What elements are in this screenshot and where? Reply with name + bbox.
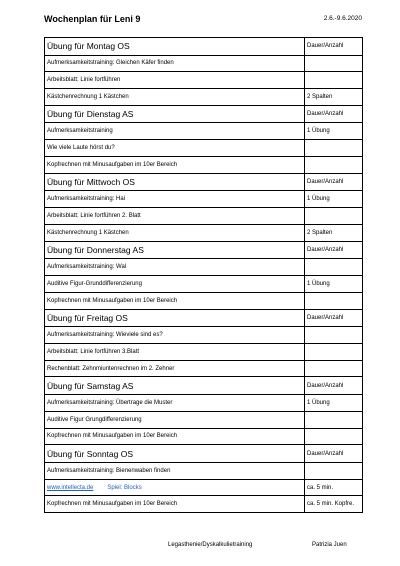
task-row	[45, 462, 363, 479]
task-text: Kästchenrechnung 1 Kästchen	[45, 224, 305, 241]
weekly-plan-table	[44, 37, 363, 513]
page-header	[44, 14, 362, 28]
task-amount	[305, 327, 363, 344]
task-row	[45, 191, 363, 208]
task-text: Aufmerksamkeitstraining	[45, 123, 305, 140]
task-text: Aufmerksamkeitstraining: Gleichen Käfer finden	[45, 55, 305, 72]
task-row	[45, 327, 363, 344]
task-amount	[305, 411, 363, 428]
task-text: Kopfrechnen mit Minusaufgaben im 10er Bereich	[45, 496, 305, 513]
task-link-cell	[45, 479, 305, 496]
day-header-row	[45, 445, 363, 463]
task-text: Rechenblatt: Zehnmiuntenrechnen im 2. Zehner	[45, 360, 305, 377]
task-text: Arbeitsblatt: Linie fortführen 2. Blatt	[45, 208, 305, 225]
day-title: Übung für Montag OS	[45, 38, 305, 56]
duration-header: Dauer/Anzahl	[305, 241, 363, 259]
task-amount: 2 Spalten	[305, 89, 363, 106]
task-amount	[305, 292, 363, 309]
day-title: Übung für Donnerstag AS	[45, 241, 305, 259]
task-amount	[305, 360, 363, 377]
day-title: Übung für Sonntag OS	[45, 445, 305, 463]
task-amount	[305, 259, 363, 276]
task-row	[45, 140, 363, 157]
task-amount	[305, 55, 363, 72]
task-row	[45, 411, 363, 428]
task-amount	[305, 343, 363, 360]
task-amount: ca. 5 min. Kopfre.	[305, 496, 363, 513]
task-amount: 1 Übung	[305, 394, 363, 411]
duration-header: Dauer/Anzahl	[305, 173, 363, 191]
game-label: Spiel: Blocks	[107, 484, 142, 491]
task-row	[45, 156, 363, 173]
task-text: Auditive Figur Grungdifferenzierung	[45, 411, 305, 428]
task-amount	[305, 462, 363, 479]
task-text: Aufmerksamkeitstraining: Übertrage die Muster	[45, 394, 305, 411]
task-row	[45, 343, 363, 360]
task-amount	[305, 156, 363, 173]
task-row	[45, 275, 363, 292]
task-row	[45, 259, 363, 276]
website-link[interactable]: www.intellecta.de	[47, 484, 94, 491]
task-row	[45, 224, 363, 241]
task-text: Aufmerksamkeitstraining: Bienenwaben finden	[45, 462, 305, 479]
task-text: Kästchenrechnung 1 Kästchen	[45, 89, 305, 106]
task-amount	[305, 428, 363, 445]
duration-header: Dauer/Anzahl	[305, 309, 363, 327]
duration-header: Dauer/Anzahl	[305, 377, 363, 395]
day-header-row	[45, 173, 363, 191]
duration-header: Dauer/Anzahl	[305, 445, 363, 463]
task-text: Wie viele Laute hörst du?	[45, 140, 305, 157]
task-amount: 2 Spalten	[305, 224, 363, 241]
footer-author: Patrizia Juen	[312, 542, 347, 548]
task-row	[45, 428, 363, 445]
footer-subject: Legasthenie/Dyskalkulietraining	[168, 542, 253, 548]
task-text: Kopfrechnen mit Minusaufgaben im 10er Bereich	[45, 292, 305, 309]
task-text: Arbeitsblatt: Linie fortführen	[45, 72, 305, 89]
task-amount: 1 Übung	[305, 275, 363, 292]
task-text: Aufmerksamkeitstraining: Wieviele sind es?	[45, 327, 305, 344]
day-title: Übung für Dienstag AS	[45, 105, 305, 123]
date-range: 2.6.-9.6.2020	[323, 15, 362, 22]
task-row	[45, 208, 363, 225]
task-text: Kopfrechnen mit Minusaufgaben im 10er Bereich	[45, 428, 305, 445]
day-header-row	[45, 309, 363, 327]
day-title: Übung für Samstag AS	[45, 377, 305, 395]
task-amount	[305, 140, 363, 157]
duration-header: Dauer/Anzahl	[305, 38, 363, 56]
task-row	[45, 496, 363, 513]
task-row	[45, 394, 363, 411]
task-row	[45, 479, 363, 496]
task-row	[45, 55, 363, 72]
page-title: Wochenplan für Leni 9	[44, 14, 141, 24]
task-text: Arbeitsblatt: Linie fortführen 3.Blatt	[45, 343, 305, 360]
task-row	[45, 360, 363, 377]
task-amount	[305, 72, 363, 89]
day-title: Übung für Mittwoch OS	[45, 173, 305, 191]
day-header-row	[45, 105, 363, 123]
task-amount	[305, 208, 363, 225]
day-header-row	[45, 241, 363, 259]
task-text: Aufmerksamkeitstraining: Hai	[45, 191, 305, 208]
task-text: Kopfrechnen mit Minusaufgaben im 10er Bereich	[45, 156, 305, 173]
task-amount: 1 Übung	[305, 123, 363, 140]
day-header-row	[45, 38, 363, 56]
task-amount: ca. 5 min.	[305, 479, 363, 496]
task-row	[45, 123, 363, 140]
task-row	[45, 292, 363, 309]
task-text: Auditive Figur-Grunddifferenzierung	[45, 275, 305, 292]
task-row	[45, 72, 363, 89]
task-row	[45, 89, 363, 106]
duration-header: Dauer/Anzahl	[305, 105, 363, 123]
task-text: Aufmerksamkeitstraining: Wal	[45, 259, 305, 276]
task-amount: 1 Übung	[305, 191, 363, 208]
day-title: Übung für Freitag OS	[45, 309, 305, 327]
day-header-row	[45, 377, 363, 395]
